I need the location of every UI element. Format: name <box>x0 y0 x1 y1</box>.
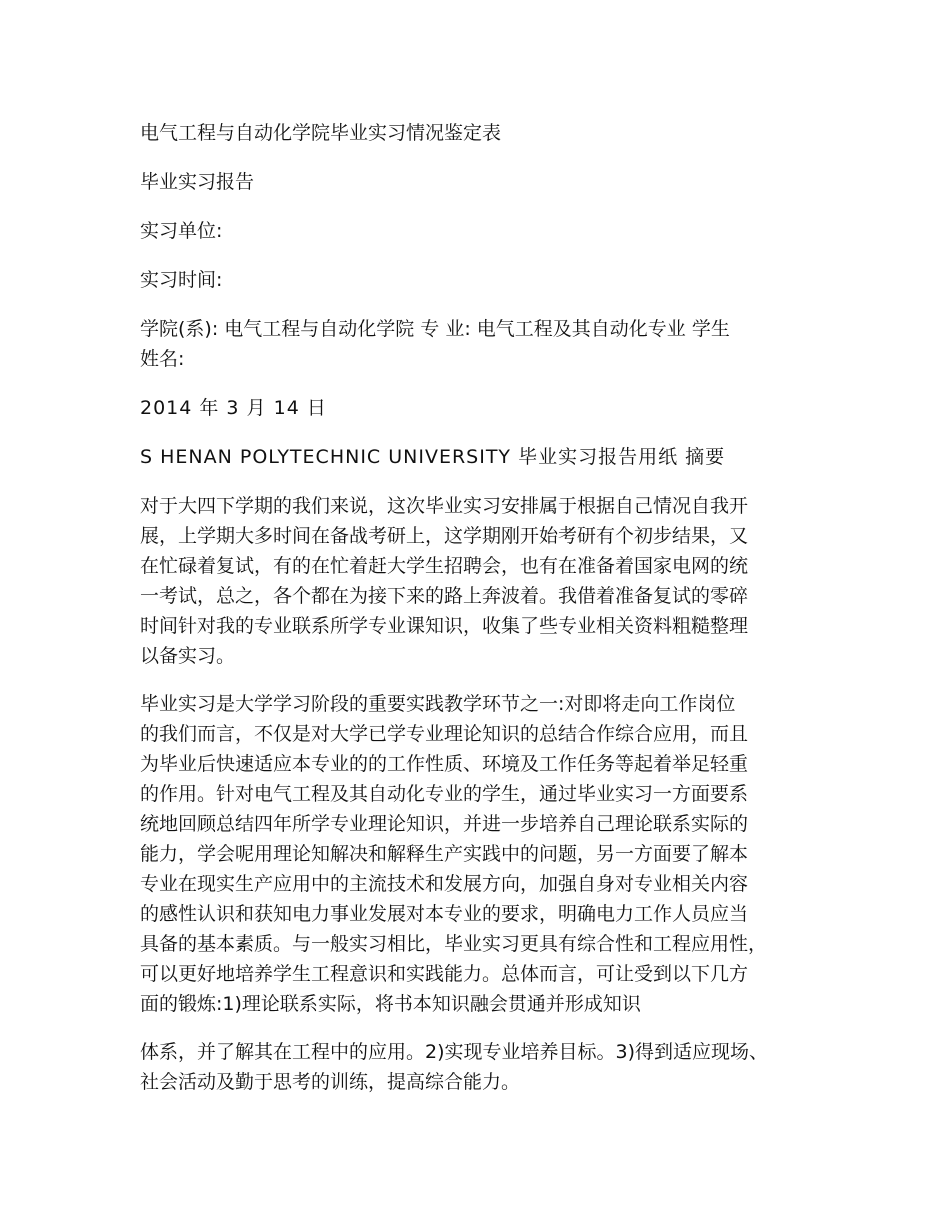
paragraph-line: 毕业实习是大学学习阶段的重要实践教学环节之一:对即将走向工作岗位 <box>140 693 736 715</box>
paragraph-1 <box>140 491 830 671</box>
header-line: S HENAN POLYTECHNIC UNIVERSITY 毕业实习报告用纸 摘要 <box>140 446 726 468</box>
paragraph-line: 的我们而言，不仅是对大学已学专业理论知识的总结合作综合应用，而且 <box>140 723 749 745</box>
college-info-line-1: 学院(系): 电气工程与自动化学院 专 业: 电气工程及其自动化专业 学生 <box>140 318 730 340</box>
document-title: 电气工程与自动化学院毕业实习情况鉴定表 <box>140 122 502 144</box>
paragraph-2 <box>140 689 830 1019</box>
paragraph-line: 可以更好地培养学生工程意识和实践能力。总体而言，可让受到以下几方 <box>140 963 749 985</box>
paragraph-line: 以备实习。 <box>140 645 236 667</box>
paragraph-line: 具备的基本素质。与一般实习相比，毕业实习更具有综合性和工程应用性， <box>140 933 768 955</box>
paragraph-line: 的作用。针对电气工程及其自动化专业的学生，通过毕业实习一方面要系 <box>140 783 749 805</box>
college-info <box>140 314 830 374</box>
paragraph-line: 的感性认识和获知电力事业发展对本专业的要求，明确电力工作人员应当 <box>140 903 749 925</box>
internship-time-label: 实习时间: <box>140 269 223 291</box>
paragraph-line: 面的锻炼:1)理论联系实际，将书本知识融会贯通并形成知识 <box>140 993 641 1015</box>
paragraph-line: 体系，并了解其在工程中的应用。2)实现专业培养目标。3)得到适应现场、 <box>140 1041 769 1063</box>
paragraph-line: 对于大四下学期的我们来说，这次毕业实习安排属于根据自己情况自我开 <box>140 495 749 517</box>
paragraph-line: 为毕业后快速适应本专业的的工作性质、环境及工作任务等起着举足轻重 <box>140 753 749 775</box>
paragraph-line: 专业在现实生产应用中的主流技术和发展方向，加强自身对专业相关内容 <box>140 873 749 895</box>
paragraph-3 <box>140 1037 830 1097</box>
paragraph-line: 展，上学期大多时间在备战考研上，这学期刚开始考研有个初步结果，又 <box>140 525 749 547</box>
paragraph-line: 在忙碌着复试，有的在忙着赶大学生招聘会，也有在准备着国家电网的统 <box>140 555 749 577</box>
internship-unit-label: 实习单位: <box>140 220 223 242</box>
paragraph-line: 一考试，总之，各个都在为接下来的路上奔波着。我借着准备复试的零碎 <box>140 585 749 607</box>
document-subtitle: 毕业实习报告 <box>140 171 255 193</box>
paragraph-line: 能力，学会呢用理论知解决和解释生产实践中的问题，另一方面要了解本 <box>140 843 749 865</box>
report-date: 2014 年 3 月 14 日 <box>140 397 327 419</box>
paragraph-line: 统地回顾总结四年所学专业理论知识，并进一步培养自己理论联系实际的 <box>140 813 749 835</box>
document-page <box>140 118 830 1115</box>
paragraph-line: 社会活动及勤于思考的训练，提高综合能力。 <box>140 1071 521 1093</box>
college-info-line-2: 姓名: <box>140 348 185 370</box>
paragraph-line: 时间针对我的专业联系所学专业课知识，收集了些专业相关资料粗糙整理 <box>140 615 749 637</box>
